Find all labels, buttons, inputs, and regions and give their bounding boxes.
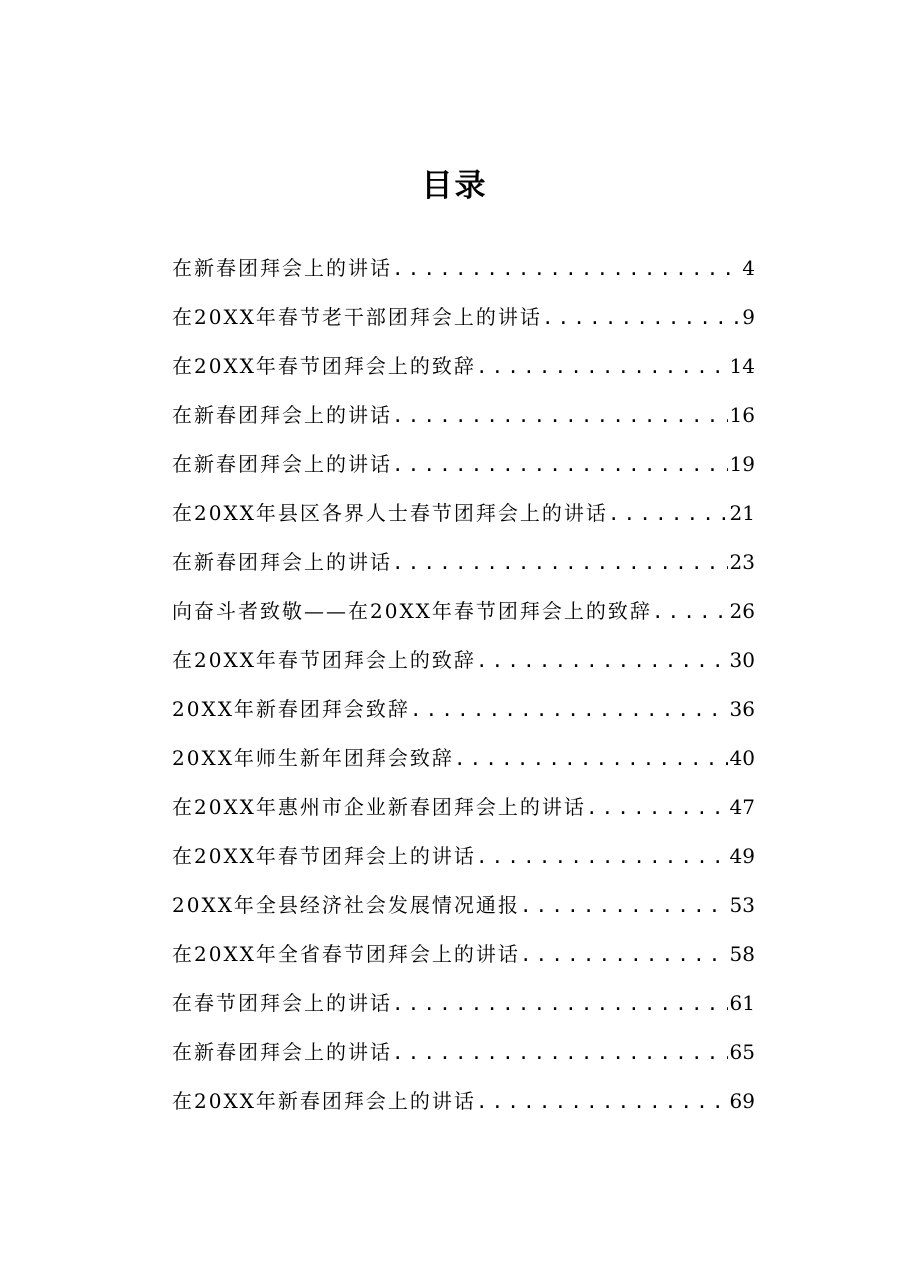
toc-entry-page: 47 xyxy=(729,795,755,819)
dot-leader xyxy=(520,882,728,931)
toc-entry-page: 4 xyxy=(742,256,755,280)
toc-entry[interactable] xyxy=(172,293,755,342)
dot-leader xyxy=(392,392,728,441)
toc-entry-page: 69 xyxy=(729,1089,755,1113)
toc-title: 目录 xyxy=(421,168,488,204)
dot-leader xyxy=(652,588,728,637)
toc-entry-title: 在20XX年惠州市企业新春团拜会上的讲话 xyxy=(172,795,586,819)
toc-entry[interactable] xyxy=(172,342,755,391)
toc-entry-title: 在新春团拜会上的讲话 xyxy=(172,403,392,427)
toc-entry[interactable] xyxy=(172,930,755,979)
toc-list xyxy=(172,244,755,1126)
toc-entry-page: 21 xyxy=(729,501,755,525)
dot-leader xyxy=(392,539,728,588)
toc-entry-title: 在新春团拜会上的讲话 xyxy=(172,452,392,476)
toc-entry-page: 9 xyxy=(742,305,755,329)
toc-entry-title: 在20XX年春节团拜会上的致辞 xyxy=(172,648,476,672)
toc-entry-page: 30 xyxy=(729,648,755,672)
toc-entry[interactable] xyxy=(172,538,755,587)
toc-entry-page: 36 xyxy=(729,697,755,721)
toc-entry[interactable] xyxy=(172,979,755,1028)
toc-entry-title: 在20XX年春节老干部团拜会上的讲话 xyxy=(172,305,542,329)
toc-entry-page: 53 xyxy=(729,893,755,917)
toc-entry-title: 在20XX年春节团拜会上的讲话 xyxy=(172,844,476,868)
toc-entry-title: 在新春团拜会上的讲话 xyxy=(172,1040,392,1064)
dot-leader xyxy=(476,1078,728,1127)
dot-leader xyxy=(476,833,728,882)
toc-entry-page: 19 xyxy=(729,452,755,476)
toc-entry-title: 20XX年新春团拜会致辞 xyxy=(172,697,410,721)
dot-leader xyxy=(454,735,728,784)
dot-leader xyxy=(608,490,728,539)
toc-entry[interactable] xyxy=(172,489,755,538)
toc-entry-title: 在新春团拜会上的讲话 xyxy=(172,256,392,280)
toc-entry-page: 65 xyxy=(729,1040,755,1064)
toc-entry-title: 在春节团拜会上的讲话 xyxy=(172,991,392,1015)
toc-entry-title: 20XX年师生新年团拜会致辞 xyxy=(172,746,454,770)
toc-entry-title: 在新春团拜会上的讲话 xyxy=(172,550,392,574)
toc-entry-page: 40 xyxy=(729,746,755,770)
dot-leader xyxy=(392,441,728,490)
dot-leader xyxy=(586,784,728,833)
dot-leader xyxy=(392,980,728,1029)
toc-entry[interactable] xyxy=(172,685,755,734)
toc-entry-title: 在20XX年县区各界人士春节团拜会上的讲话 xyxy=(172,501,608,525)
toc-entry[interactable] xyxy=(172,587,755,636)
toc-entry[interactable] xyxy=(172,783,755,832)
dot-leader xyxy=(476,637,728,686)
toc-entry[interactable] xyxy=(172,391,755,440)
toc-entry[interactable] xyxy=(172,244,755,293)
toc-entry[interactable] xyxy=(172,734,755,783)
toc-entry-title: 在20XX年春节团拜会上的致辞 xyxy=(172,354,476,378)
dot-leader xyxy=(392,245,740,294)
toc-entry[interactable] xyxy=(172,440,755,489)
toc-entry-title: 在20XX年全省春节团拜会上的讲话 xyxy=(172,942,520,966)
toc-entry-page: 26 xyxy=(729,599,755,623)
toc-entry[interactable] xyxy=(172,1077,755,1126)
toc-entry-title: 20XX年全县经济社会发展情况通报 xyxy=(172,893,520,917)
toc-entry-page: 14 xyxy=(729,354,755,378)
toc-entry-page: 58 xyxy=(729,942,755,966)
toc-entry[interactable] xyxy=(172,1028,755,1077)
dot-leader xyxy=(410,686,728,735)
toc-entry-page: 61 xyxy=(729,991,755,1015)
dot-leader xyxy=(542,294,740,343)
toc-entry-title: 向奋斗者致敬——在20XX年春节团拜会上的致辞 xyxy=(172,599,652,623)
toc-entry[interactable] xyxy=(172,636,755,685)
toc-entry-page: 23 xyxy=(729,550,755,574)
dot-leader xyxy=(476,343,728,392)
toc-entry-page: 16 xyxy=(729,403,755,427)
dot-leader xyxy=(392,1029,728,1078)
dot-leader xyxy=(520,931,728,980)
toc-entry-title: 在20XX年新春团拜会上的讲话 xyxy=(172,1089,476,1113)
toc-entry-page: 49 xyxy=(729,844,755,868)
toc-entry[interactable] xyxy=(172,832,755,881)
toc-entry[interactable] xyxy=(172,881,755,930)
